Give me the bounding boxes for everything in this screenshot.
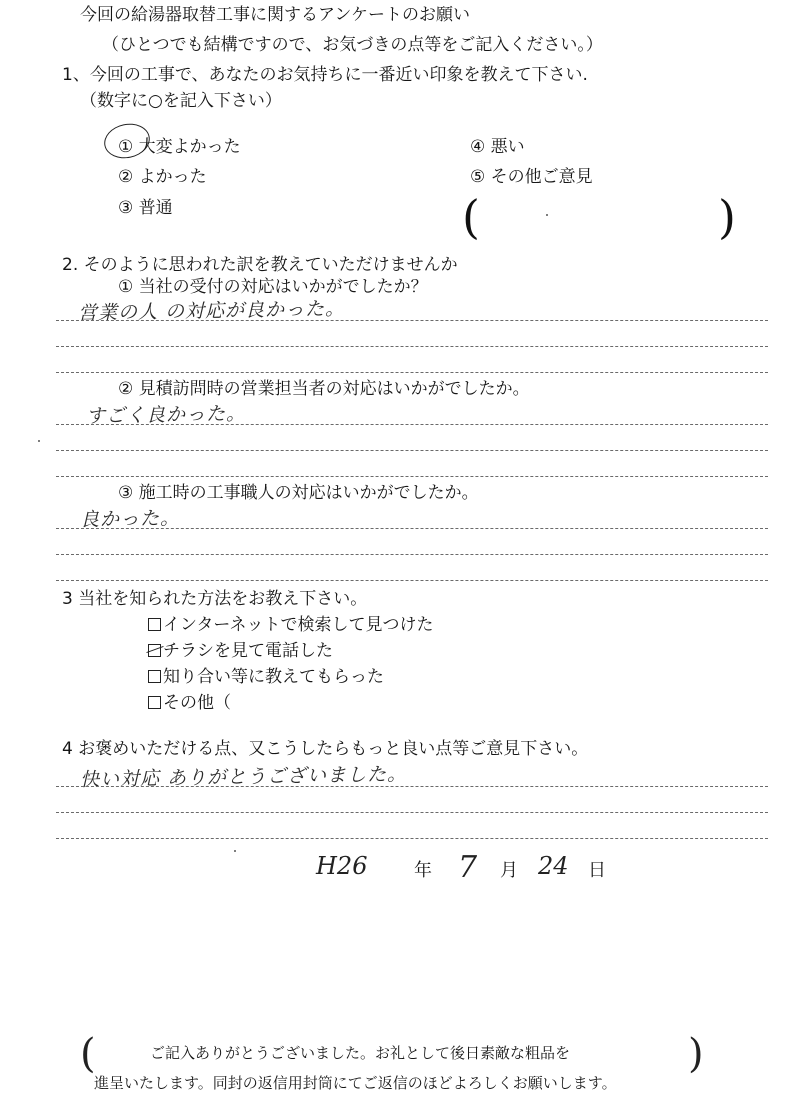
other-opinion-open-paren: (	[462, 190, 480, 244]
q3-option-1-label: インターネットで検索して見つけた	[163, 615, 434, 635]
answer-line	[56, 838, 768, 839]
scan-speck	[38, 440, 40, 442]
checkbox-icon[interactable]	[148, 618, 161, 631]
q2-sub3-answer: 良かった。	[79, 507, 181, 531]
q2-sub1-answer: 営業の人 の対応が良かった。	[77, 297, 346, 325]
answer-line	[56, 580, 768, 581]
q3-question: 3 当社を知られた方法をお教え下さい。	[62, 589, 368, 609]
q1-option-2-num: ②	[118, 167, 134, 187]
footer-line-1: ご記入ありがとうございました。お礼として後日素敵な粗品を	[150, 1044, 571, 1062]
answer-line	[56, 450, 768, 451]
q1-option-3-num: ③	[118, 198, 134, 218]
q1-option-1-label: 大変よかった	[138, 137, 241, 157]
scan-speck	[546, 214, 548, 216]
answer-line	[56, 372, 768, 373]
q3-option-3-label: 知り合い等に教えてもらった	[163, 667, 384, 687]
footer-line-2: 進呈いたします。同封の返信用封筒にてご返信のほどよろしくお願いします。	[94, 1074, 617, 1092]
q1-instruction: （数字に○を記入下さい）	[80, 91, 282, 111]
answer-line	[56, 812, 768, 813]
q3-option-3[interactable]	[148, 666, 384, 688]
q2-sub2-label: ② 見積訪問時の営業担当者の対応はいかがでしたか。	[118, 379, 530, 399]
answer-line	[56, 528, 768, 529]
survey-title: 今回の給湯器取替工事に関するアンケートのお願い	[80, 5, 470, 25]
q3-option-2[interactable]	[148, 640, 333, 662]
q1-option-1[interactable]	[118, 136, 241, 158]
date-day: 24	[538, 852, 569, 880]
q1-option-1-num: ①	[118, 137, 134, 157]
date-year-label: 年	[414, 860, 432, 881]
q1-question: 1、今回の工事で、あなたのお気持ちに一番近い印象を教えて下さい.	[62, 65, 588, 85]
q1-option-5[interactable]	[470, 166, 593, 188]
checkbox-icon[interactable]	[148, 696, 161, 709]
scan-speck	[234, 850, 236, 852]
q1-option-2[interactable]	[118, 166, 207, 188]
q2-sub3-label: ③ 施工時の工事職人の対応はいかがでしたか。	[118, 483, 479, 503]
q1-option-2-label: よかった	[138, 167, 207, 187]
answer-line	[56, 320, 768, 321]
checkbox-icon[interactable]	[148, 670, 161, 683]
footer-bracket-right: )	[688, 1031, 704, 1077]
answer-line	[56, 476, 768, 477]
other-opinion-close-paren: )	[718, 190, 736, 244]
q2-question: 2. そのように思われた訳を教えていただけませんか	[62, 255, 458, 275]
survey-subtitle: （ひとつでも結構ですので、お気づきの点等をご記入ください。）	[102, 35, 603, 55]
q3-option-4[interactable]	[148, 692, 231, 714]
q1-option-4[interactable]	[470, 136, 525, 158]
q2-sub2-answer: すごく良かった。	[85, 402, 247, 428]
q1-option-3-label: 普通	[138, 198, 173, 218]
footer-bracket-left: (	[80, 1031, 96, 1077]
q3-option-4-label: その他（	[163, 693, 231, 713]
q1-option-4-num: ④	[470, 137, 486, 157]
answer-line	[56, 424, 768, 425]
q4-question: 4 お褒めいただける点、又こうしたらもっと良い点等ご意見下さい。	[62, 739, 589, 759]
date-month: 7	[458, 850, 478, 885]
answer-line	[56, 554, 768, 555]
q3-option-2-label: チラシを見て電話した	[163, 641, 333, 661]
q1-option-3[interactable]	[118, 197, 173, 219]
answer-line	[56, 346, 768, 347]
date-era-year: H26	[316, 852, 368, 880]
checked-checkbox-icon[interactable]	[148, 644, 161, 657]
date-day-label: 日	[588, 860, 606, 881]
answer-line	[56, 786, 768, 787]
q1-option-5-label: その他ご意見	[490, 167, 593, 187]
q4-answer: 快い対応 ありがとうございました。	[79, 763, 408, 791]
q1-option-4-label: 悪い	[490, 137, 525, 157]
q2-sub1-label: ① 当社の受付の対応はいかがでしたか？	[118, 277, 428, 297]
date-month-label: 月	[500, 860, 518, 881]
q1-option-5-num: ⑤	[470, 167, 486, 187]
q3-option-1[interactable]	[148, 614, 433, 636]
